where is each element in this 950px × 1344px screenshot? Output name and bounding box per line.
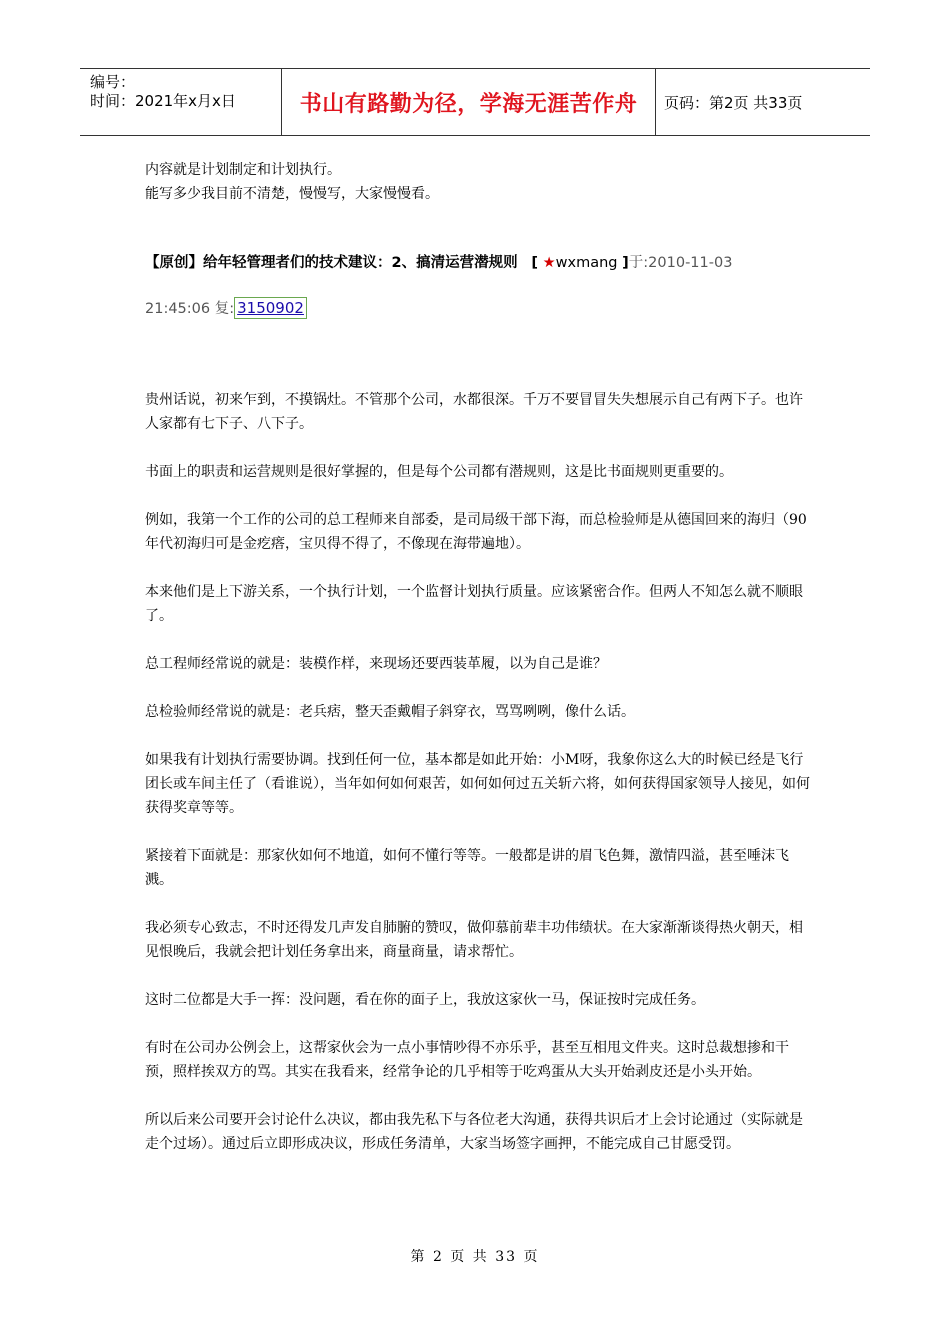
post-author[interactable]: wxmang — [555, 255, 618, 271]
post-date: 于:2010-11-03 — [628, 255, 733, 271]
paragraph: 书面上的职责和运营规则是很好掌握的，但是每个公司都有潜规则，这是比书面规则更重要的。 — [145, 464, 733, 480]
author-bracket-close: ] — [622, 255, 629, 271]
paragraph: 紧接着下面就是：那家伙如何不地道，如何不懂行等等。一般都是讲的眉飞色舞，激情四溢，甚至唾沫飞溅。 — [145, 848, 789, 888]
paragraph: 所以后来公司要开会讨论什么决议，都由我先私下与各位老大沟通，获得共识后才上会讨论通过（实际就是走个过场）。通过后立即形成决议，形成任务清单，大家当场签字画押，不能完成自己甘愿受罚。 — [145, 1112, 803, 1152]
header-number-label: 编号： — [90, 73, 136, 91]
post-title: 【原创】给年轻管理者们的技术建议：2、搞清运营潜规则 — [145, 255, 518, 271]
paragraph: 有时在公司办公例会上，这帮家伙会为一点小事情吵得不亦乐乎，甚至互相甩文件夹。这时总裁想掺和干预，照样挨双方的骂。其实在我看来，经常争论的几乎相等于吃鸡蛋从大头开始剥皮还是小头开始。 — [145, 1040, 789, 1080]
article-paragraphs — [145, 388, 810, 1156]
paragraph: 如果我有计划执行需要协调。找到任何一位，基本都是如此开始：小M呀，我象你这么大的时候已经是飞行团长或车间主任了（看谁说），当年如何如何艰苦，如何如何过五关斩六将，如何获得国家领导人接见，如何获得奖章等等。 — [145, 752, 810, 816]
paragraph: 本来他们是上下游关系，一个执行计划，一个监督计划执行质量。应该紧密合作。但两人不知怎么就不顺眼了。 — [145, 584, 803, 624]
star-icon: ★ — [542, 255, 556, 271]
intro-text — [145, 158, 810, 206]
reply-label: 复: — [214, 301, 235, 317]
page-header — [80, 68, 870, 136]
header-motto: 书山有路勤为径，学海无涯苦作舟 — [282, 69, 656, 135]
paragraph: 总工程师经常说的就是：装模作样，来现场还要西装革履，以为自己是谁？ — [145, 656, 607, 672]
intro-line: 内容就是计划制定和计划执行。 — [145, 162, 341, 178]
paragraph: 贵州话说，初来乍到，不摸锅灶。不管那个公司，水都很深。千万不要冒冒失失想展示自己有两下子。也许人家都有七下子、八下子。 — [145, 392, 803, 432]
paragraph: 总检验师经常说的就是：老兵痞，整天歪戴帽子斜穿衣，骂骂咧咧，像什么话。 — [145, 704, 635, 720]
header-page-info: 页码：第2页 共33页 — [664, 93, 803, 112]
document-body — [145, 158, 810, 1180]
intro-line: 能写多少我目前不清楚，慢慢写，大家慢慢看。 — [145, 186, 439, 202]
header-time-label: 时间：2021年x月x日 — [90, 92, 236, 110]
paragraph: 这时二位都是大手一挥：没问题，看在你的面子上，我放这家伙一马，保证按时完成任务。 — [145, 992, 705, 1008]
paragraph: 例如，我第一个工作的公司的总工程师来自部委，是司局级干部下海，而总检验师是从德国回来的海归（90年代初海归可是金疙瘩，宝贝得不得了，不像现在海带遍地）。 — [145, 512, 807, 552]
author-bracket-open: [ — [531, 255, 539, 271]
post-title-line — [145, 240, 810, 332]
paragraph: 我必须专心致志，不时还得发几声发自肺腑的赞叹，做仰慕前辈丰功伟绩状。在大家渐渐谈得热火朝天，相见恨晚后，我就会把计划任务拿出来，商量商量，请求帮忙。 — [145, 920, 803, 960]
post-time: 21:45:06 — [145, 301, 211, 317]
page-footer: 第 2 页 共 33 页 — [410, 1249, 540, 1265]
reply-link[interactable]: 3150902 — [234, 297, 307, 319]
header-meta — [80, 69, 282, 135]
